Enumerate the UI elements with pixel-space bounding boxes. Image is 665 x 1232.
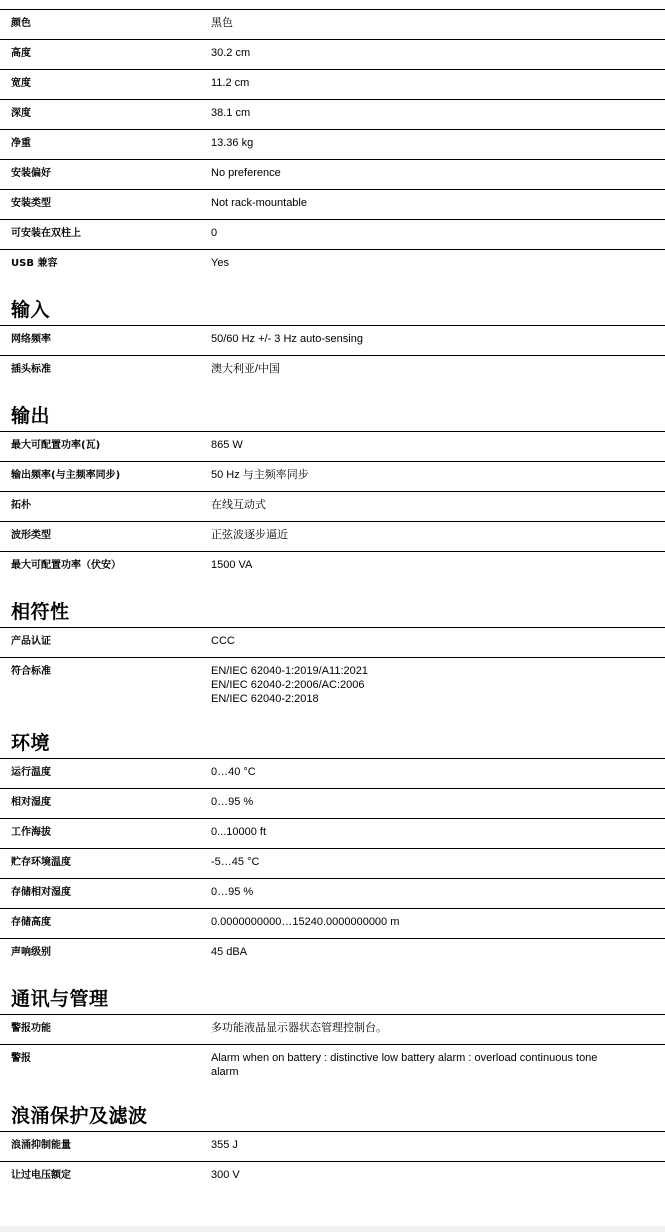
spec-row bbox=[0, 40, 665, 70]
spec-value bbox=[211, 819, 631, 845]
spec-label: USB 兼容 bbox=[11, 258, 58, 269]
spec-row bbox=[0, 462, 665, 492]
spec-value bbox=[211, 250, 631, 276]
spec-row bbox=[0, 658, 665, 712]
spec-value bbox=[211, 628, 631, 654]
spec-row bbox=[0, 879, 665, 909]
spec-value bbox=[211, 220, 631, 246]
spec-label: 相对湿度 bbox=[11, 797, 51, 808]
spec-value-line: 0.0000000000…15240.0000000000 m bbox=[211, 916, 400, 928]
spec-label: 深度 bbox=[11, 108, 31, 119]
spec-label: 存储高度 bbox=[11, 917, 51, 928]
section-title: 浪涌保护及滤波 bbox=[0, 1101, 665, 1132]
spec-label: 波形类型 bbox=[11, 530, 51, 541]
spec-label: 最大可配置功率（伏安） bbox=[11, 560, 121, 571]
spec-section bbox=[0, 9, 665, 279]
spec-value-line: 50/60 Hz +/- 3 Hz auto-sensing bbox=[211, 333, 363, 345]
spec-value-line: 13.36 kg bbox=[211, 137, 254, 149]
spec-label: 运行温度 bbox=[11, 767, 51, 778]
spec-value-line: 在线互动式 bbox=[211, 499, 266, 511]
spec-row bbox=[0, 250, 665, 279]
spec-value-line: 30.2 cm bbox=[211, 47, 251, 59]
spec-row bbox=[0, 819, 665, 849]
spec-label: 声响级别 bbox=[11, 947, 51, 958]
spec-value-line: EN/IEC 62040-2:2018 bbox=[211, 693, 319, 705]
spec-value bbox=[211, 70, 631, 96]
spec-label: 插头标准 bbox=[11, 364, 51, 375]
spec-value-line: 正弦波逐步逼近 bbox=[211, 529, 288, 541]
spec-row bbox=[0, 356, 665, 385]
spec-value-line: 0…95 % bbox=[211, 886, 254, 898]
spec-value-line: Alarm when on battery : distinctive low battery alarm : overload continuous tone bbox=[211, 1052, 598, 1064]
spec-value-line: EN/IEC 62040-2:2006/AC:2006 bbox=[211, 679, 365, 691]
spec-value bbox=[211, 909, 631, 935]
spec-value bbox=[211, 190, 631, 216]
spec-row bbox=[0, 522, 665, 552]
spec-row bbox=[0, 100, 665, 130]
spec-row bbox=[0, 789, 665, 819]
spec-row bbox=[0, 432, 665, 462]
spec-section bbox=[0, 295, 665, 385]
spec-row bbox=[0, 552, 665, 581]
spec-value bbox=[211, 789, 631, 815]
spec-value bbox=[211, 432, 631, 458]
spec-row bbox=[0, 1045, 665, 1085]
spec-row bbox=[0, 10, 665, 40]
spec-value bbox=[211, 522, 631, 548]
spec-value bbox=[211, 658, 631, 712]
spec-row bbox=[0, 939, 665, 968]
spec-section bbox=[0, 728, 665, 968]
spec-value bbox=[211, 939, 631, 965]
spec-value bbox=[211, 1132, 631, 1158]
spec-value-line: 300 V bbox=[211, 1169, 240, 1181]
spec-label: 警报功能 bbox=[11, 1023, 51, 1034]
spec-value-line: 0 bbox=[211, 227, 218, 239]
spec-value-line: 0…95 % bbox=[211, 796, 254, 808]
spec-section bbox=[0, 1101, 665, 1191]
spec-section bbox=[0, 597, 665, 712]
spec-value-line: 1500 VA bbox=[211, 559, 253, 571]
spec-value-line: No preference bbox=[211, 167, 281, 179]
spec-value bbox=[211, 759, 631, 785]
spec-value-line: CCC bbox=[211, 635, 235, 647]
spec-value-line: 0...10000 ft bbox=[211, 826, 267, 838]
spec-label: 输出频率(与主频率同步) bbox=[11, 470, 121, 481]
spec-row bbox=[0, 492, 665, 522]
spec-row bbox=[0, 1162, 665, 1191]
spec-row bbox=[0, 130, 665, 160]
spec-value bbox=[211, 356, 631, 382]
section-title: 通讯与管理 bbox=[0, 984, 665, 1015]
spec-label: 警报 bbox=[11, 1053, 31, 1064]
spec-value-line: EN/IEC 62040-1:2019/A11:2021 bbox=[211, 665, 368, 677]
spec-value bbox=[211, 40, 631, 66]
spec-label: 颜色 bbox=[11, 18, 31, 29]
spec-value-line: 黑色 bbox=[211, 17, 233, 29]
spec-value-line: 865 W bbox=[211, 439, 243, 451]
spec-value-line: 澳大利亚/中国 bbox=[211, 363, 281, 375]
section-title: 输入 bbox=[0, 295, 665, 326]
spec-label: 产品认证 bbox=[11, 636, 51, 647]
spec-label: 宽度 bbox=[11, 78, 31, 89]
spec-row bbox=[0, 326, 665, 356]
spec-value-line: Yes bbox=[211, 257, 229, 269]
spec-label: 拓朴 bbox=[11, 500, 31, 511]
spec-label: 工作海拔 bbox=[11, 827, 51, 838]
spec-value bbox=[211, 100, 631, 126]
spec-row bbox=[0, 220, 665, 250]
spec-label: 浪涌抑制能量 bbox=[11, 1140, 71, 1151]
spec-section bbox=[0, 984, 665, 1085]
spec-value bbox=[211, 849, 631, 875]
section-title: 环境 bbox=[0, 728, 665, 759]
spec-value-line: 多功能液晶显示器状态管理控制台。 bbox=[211, 1022, 387, 1034]
spec-value bbox=[211, 552, 631, 578]
spec-value bbox=[211, 160, 631, 186]
spec-value-line: 0…40 °C bbox=[211, 766, 256, 778]
spec-row bbox=[0, 1132, 665, 1162]
spec-label: 最大可配置功率(瓦) bbox=[11, 440, 101, 451]
page-bottom-band bbox=[0, 1226, 665, 1232]
spec-value bbox=[211, 10, 631, 36]
spec-value-line: 11.2 cm bbox=[211, 77, 250, 89]
spec-row bbox=[0, 70, 665, 100]
spec-row bbox=[0, 1015, 665, 1045]
section-title: 输出 bbox=[0, 401, 665, 432]
spec-value-line: -5…45 °C bbox=[211, 856, 260, 868]
spec-row bbox=[0, 628, 665, 658]
spec-label: 净重 bbox=[11, 138, 31, 149]
spec-label: 存储相对湿度 bbox=[11, 887, 71, 898]
spec-row bbox=[0, 190, 665, 220]
spec-value-line: 45 dBA bbox=[211, 946, 248, 958]
spec-label: 符合标准 bbox=[11, 666, 51, 677]
spec-label: 安装偏好 bbox=[11, 168, 51, 179]
spec-row bbox=[0, 849, 665, 879]
spec-label: 让过电压额定 bbox=[11, 1170, 71, 1181]
section-title: 相符性 bbox=[0, 597, 665, 628]
spec-label: 高度 bbox=[11, 48, 31, 59]
spec-row bbox=[0, 759, 665, 789]
spec-value-line: 50 Hz 与主频率同步 bbox=[211, 469, 309, 481]
spec-label: 可安装在双柱上 bbox=[11, 228, 81, 239]
spec-row bbox=[0, 909, 665, 939]
spec-value bbox=[211, 1162, 631, 1188]
spec-value-line: 38.1 cm bbox=[211, 107, 251, 119]
spec-value-line: Not rack-mountable bbox=[211, 197, 307, 209]
spec-label: 贮存环境温度 bbox=[11, 857, 71, 868]
spec-label: 网络频率 bbox=[11, 334, 51, 345]
spec-value bbox=[211, 879, 631, 905]
spec-row bbox=[0, 160, 665, 190]
spec-label: 安装类型 bbox=[11, 198, 51, 209]
spec-value bbox=[211, 492, 631, 518]
spec-value bbox=[211, 1045, 631, 1085]
spec-value-line: 355 J bbox=[211, 1139, 238, 1151]
spec-value bbox=[211, 462, 631, 488]
spec-section bbox=[0, 401, 665, 581]
spec-value bbox=[211, 326, 631, 352]
spec-value bbox=[211, 1015, 631, 1041]
spec-value bbox=[211, 130, 631, 156]
spec-value-line: alarm bbox=[211, 1066, 239, 1078]
